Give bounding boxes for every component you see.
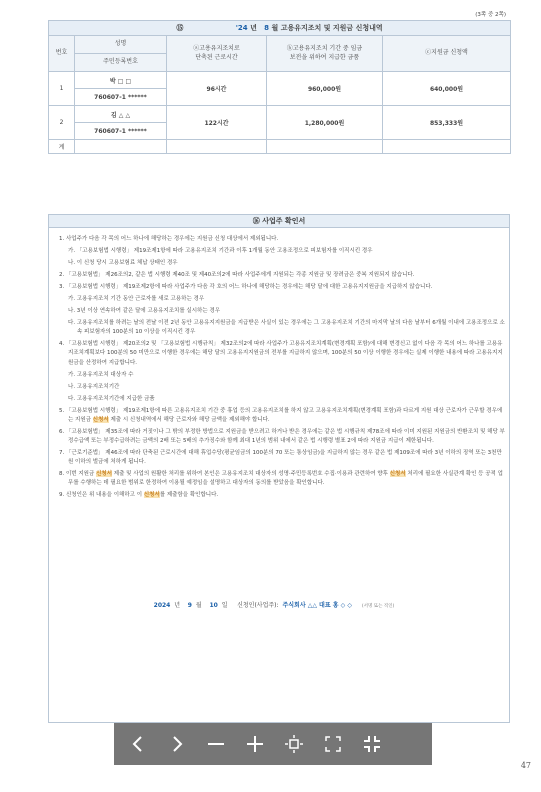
page-number: 47 [520, 761, 531, 770]
list-item: 가. 고용유지조치 대상자 수 [68, 371, 134, 378]
row-amount: 640,000원 [383, 72, 511, 106]
list-item: 가. 「고용보험법 시행령」 제19조제1항에 따라 고용유지조치 기간과 이후 1개월 동안 고용조정으로 피보험자를 이직시킨 경우 [68, 248, 373, 254]
list-item: 5. 「고용보험법 시행령」 제19조제1항에 따른 고용유지조치 기간 중 휴업 등의 고용유지조치를 하지 않고 고용유지조치계획(변경계획 포함)과 다르게 지원 대상 근로자가 근무할 경우에는 지원금 신청서 제출 시 신청내역에서 해당 근로자와 해당 금액을 제외해야 합니다. [59, 407, 503, 423]
sign-company: 주식회사 △△ 대표 홍 ◇ ◇ [282, 602, 352, 609]
plus-icon [246, 735, 264, 753]
row-no: 1 [49, 72, 75, 106]
section-number: ⑮ [176, 24, 184, 32]
table-row [49, 72, 511, 89]
sign-month: 9 [187, 602, 192, 609]
application-table [48, 20, 511, 154]
header-no: 번호 [49, 36, 75, 72]
list-item: 6. 「고용보험법」 제35조에 따라 거짓이나 그 밖의 부정한 방법으로 지원금을 받으려고 하거나 받은 경우에는 같은 법 시행규칙 제78조에 따라 이미 지원된 지원금의 반환조치 및 해당 부정수급액 또는 부정수급하려는 금액의 2배 또는 5배의 추가징수와 함께 최대 1년의 범위 내에서 같은 법 시행령 별표 2에 따라 지원금 지급이 제한됩니다. [59, 428, 505, 445]
list-item: 다. 고용유지조치를 하려는 날의 전날 이전 2년 동안 고용유지지원금을 지급받은 사실이 있는 경우에는 그 고용유지조치 기간의 마지막 날의 다음 날부터 6개월 이내에 고용조정으로 소속 피보험자의 100분의 10 이상을 이직시킨 경우 [68, 320, 505, 336]
list-item: 3. 「고용보험법 시행령」 제19조제2항에 따라 사업주가 다음 각 호의 어느 하나에 해당하는 경우에는 해당 달에 대한 고용유지지원금을 지급하지 않습니다. [59, 284, 433, 290]
header-col-b: ⓑ고용유지조치 기간 중 임금 보전을 위하여 지급한 금품 [267, 36, 383, 72]
document-page [48, 10, 510, 762]
row-amount: 853,333원 [383, 106, 511, 140]
expand-corners-icon [325, 736, 341, 752]
list-item: 9. 신청인은 위 내용을 이해하고 이 신청서를 제출함을 확인합니다. [59, 492, 219, 499]
highlight-text: 신청서 [96, 471, 113, 478]
chevron-right-icon [171, 736, 183, 752]
confirm-title: ⑯ 사업주 확인서 [48, 214, 510, 228]
row-rrn: 760607-1 ****** [75, 89, 167, 106]
highlight-text: 신청서 [389, 471, 406, 478]
list-item: 1. 사업주가 다음 각 목의 어느 하나에 해당하는 경우에는 지원금 신청 대상에서 제외됩니다. [59, 236, 279, 242]
list-item: 나. 고용유지조치기간 [68, 383, 120, 390]
zoom-in-button[interactable] [235, 723, 274, 765]
sign-note: (서명 또는 직인) [361, 604, 395, 609]
fit-center-button[interactable] [274, 723, 313, 765]
title-month-unit: 월 [271, 24, 279, 32]
confirm-items [59, 235, 507, 503]
header-col-a: ⓐ고용유지조치로 단축된 근로시간 [167, 36, 267, 72]
row-wage: 1,280,000원 [267, 106, 383, 140]
signature-line: 2024 년 9 월 10 일 신청인(사업주): 주식회사 △△ 대표 홍 ◇ ◇ (서명 또는 직인) [153, 602, 395, 609]
title-month: 8 [264, 24, 270, 32]
row-rrn: 760607-1 ****** [75, 123, 167, 140]
row-hours: 96시간 [167, 72, 267, 106]
table-title-row [49, 21, 511, 36]
row-no: 2 [49, 106, 75, 140]
viewer-toolbar [114, 723, 432, 765]
total-label: 계 [49, 140, 75, 154]
confirm-body [48, 227, 510, 723]
title-year: '24 [235, 24, 248, 32]
total-row [49, 140, 511, 154]
highlight-text: 신청서 [143, 492, 160, 499]
header-col-c: ⓒ지원금 신청액 [383, 36, 511, 72]
table-row [49, 106, 511, 123]
list-item: 4. 「고용보험법 시행령」 제20조의2 및 「고용보험법 시행규칙」 제32조의2에 따라 사업주가 고용유지조치계획(변경계획 포함)에 대해 변경신고 없이 다음 각 목의 어느 하나를 고용유지조치계획보다 100분의 50 미만으로 이행한 경우에는 해당 달의 고용유지지원금의 전부를 지급하지 않으며, 100분의 50 이상 이행한 경우에는 실제 이행한 내용에 따라 고용유지지원금을 산정하여 지급합니다. [59, 341, 503, 366]
minus-icon [207, 735, 225, 753]
fit-page-button[interactable] [313, 723, 352, 765]
fullscreen-exit-button[interactable] [352, 723, 391, 765]
fullscreen-exit-icon [363, 735, 381, 753]
title-year-unit: 년 [250, 24, 257, 32]
header-rrn: 주민등록번호 [75, 54, 167, 72]
list-item: 가. 고용유지조치 기간 동안 근로자를 새로 고용하는 경우 [68, 296, 205, 302]
prev-page-button[interactable] [118, 723, 157, 765]
zoom-out-button[interactable] [196, 723, 235, 765]
header-name: 성명 [75, 36, 167, 54]
table-title: 고용유지조치 및 지원금 신청내역 [280, 24, 383, 32]
next-page-button[interactable] [157, 723, 196, 765]
chevron-left-icon [132, 736, 144, 752]
row-name: 김 △ △ [75, 106, 167, 123]
highlight-text: 신청서 [92, 416, 109, 423]
row-hours: 122시간 [167, 106, 267, 140]
list-item: 7. 「근로기준법」 제46조에 따라 단축된 근로시간에 대해 휴업수당(평균임금의 100분의 70 또는 통상임금)을 지급하지 않는 경우 같은 법 제109조에 따라 3년 이하의 징역 또는 3천만원 이하의 벌금에 처하게 됩니다. [59, 450, 502, 466]
fit-center-icon [285, 735, 303, 753]
sign-label: 신청인(사업주): [237, 602, 279, 609]
list-item: 2. 「고용보험법」 제26조의2, 같은 법 시행령 제40조 및 제40조의2에 따라 사업주에게 지원되는 각종 지원금 및 장려금은 중복 지원되지 않습니다. [59, 272, 415, 278]
list-item: 나. 이 신청 당시 고용보험료 체납 상태인 경우 [68, 260, 178, 266]
page-count: (3쪽 중 2쪽) [475, 12, 506, 18]
sign-day: 10 [209, 602, 218, 609]
list-item: 다. 고용유지조치기간에 지급한 금품 [68, 395, 155, 402]
sign-year: 2024 [153, 602, 171, 609]
list-item: 나. 3년 이상 연속하여 같은 달에 고용유지조치를 실시하는 경우 [68, 308, 221, 314]
row-wage: 960,000원 [267, 72, 383, 106]
list-item: 8. 이번 지원금 신청서 제출 및 사업의 원활한 처리를 위하여 본인은 고용유지조치 대상자의 성명·주민등록번호 수집·이용과 관련하여 향후 신청서 처리에 필요한 사실관계 확인 등 공적 업무를 수행하는 데 필요한 범위로 한정하여 이용될 예정임을 설명하고 대상자의 동의를 받았음을 확인합니다. [59, 471, 503, 487]
row-name: 박 □ □ [75, 72, 167, 89]
